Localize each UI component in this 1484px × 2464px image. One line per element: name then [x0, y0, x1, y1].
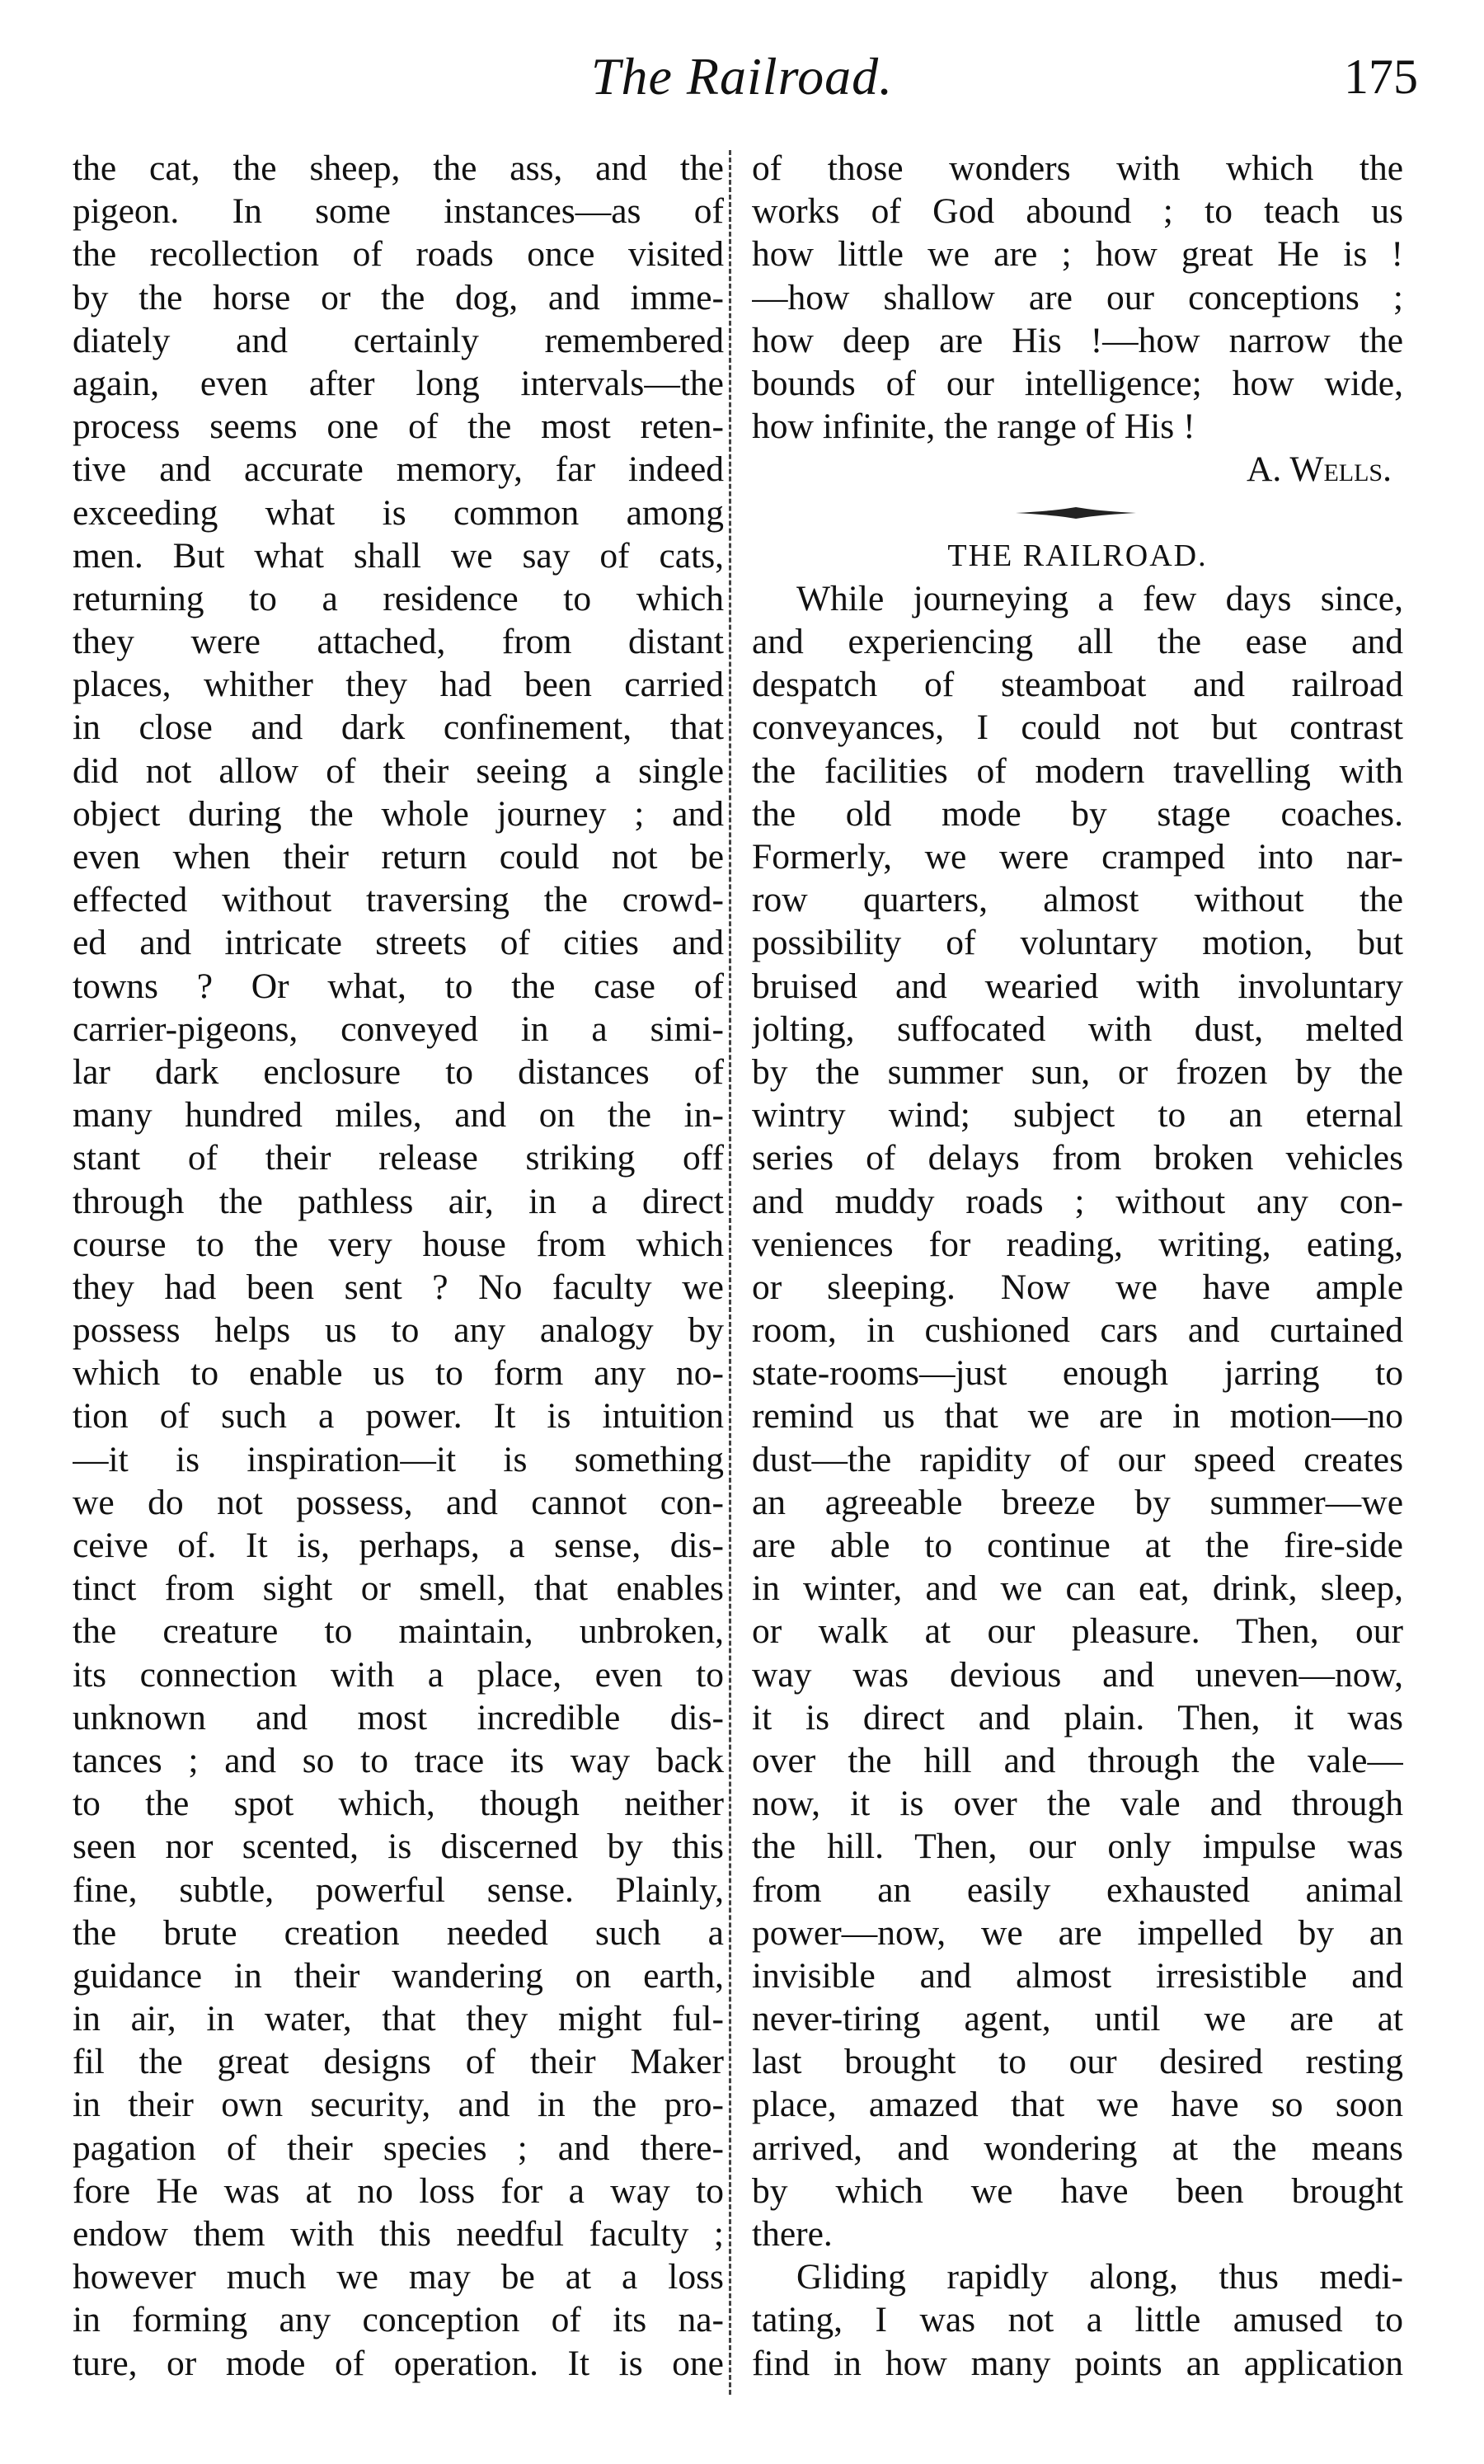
text-line: lar dark enclosure to distances of — [73, 1051, 724, 1092]
text-line: pigeon. In some instances—as of — [73, 191, 724, 232]
text-line: the cat, the sheep, the ass, and the — [73, 148, 724, 188]
text-line: invisible and almost irresistible and — [752, 1955, 1403, 1996]
text-line: how infinite, the range of His ! — [752, 407, 1195, 447]
text-line: course to the very house from which — [73, 1224, 724, 1264]
text-line: again, even after long intervals—the — [73, 363, 724, 403]
text-line: —it is inspiration—it is something — [73, 1439, 724, 1479]
text-line: exceeding what is common among — [73, 492, 724, 533]
text-line: endow them with this needful faculty ; — [73, 2214, 724, 2254]
text-line: did not allow of their seeing a single — [73, 750, 724, 791]
text-line: the recollection of roads once visited — [73, 234, 724, 275]
text-line: returning to a residence to which — [73, 578, 724, 618]
text-line: or sleeping. Now we have ample — [752, 1267, 1403, 1307]
column-divider — [729, 150, 731, 2395]
railroad-paragraph-1 — [752, 577, 1403, 2255]
text-line: tive and accurate memory, far indeed — [73, 449, 724, 490]
text-line: an agreeable breeze by summer—we — [752, 1482, 1403, 1522]
text-line: bounds of our intelligence; how wide, — [752, 363, 1403, 403]
text-line: pagation of their species ; and there- — [73, 2128, 724, 2168]
text-line: many hundred miles, and on the in- — [73, 1095, 724, 1136]
text-line: the hill. Then, our only impulse was — [752, 1827, 1403, 1867]
text-line: possibility of voluntary motion, but — [752, 923, 1403, 963]
essay-conclusion — [752, 147, 1403, 448]
text-line: how deep are His !—how narrow the — [752, 320, 1403, 360]
text-line: ture, or mode of operation. It is one — [73, 2343, 724, 2383]
text-line: are able to continue at the fire-side — [752, 1526, 1403, 1565]
text-line: guidance in their wandering on earth, — [73, 1955, 724, 1996]
text-line: by the summer sun, or frozen by the — [752, 1051, 1403, 1092]
text-line: in winter, and we can eat, drink, sleep, — [752, 1568, 1403, 1609]
text-line: Gliding rapidly along, thus medi- — [796, 2257, 1403, 2297]
text-line: to the spot which, though neither — [73, 1784, 724, 1824]
text-line: effected without traversing the crowd- — [73, 880, 724, 920]
text-line: stant of their release striking off — [73, 1138, 724, 1178]
text-line: fore He was at no loss for a way to — [73, 2170, 724, 2211]
text-line: in their own security, and in the pro- — [73, 2085, 724, 2125]
author-signature: A. Wells. — [1247, 449, 1392, 490]
text-line: veniences for reading, writing, eating, — [752, 1224, 1403, 1264]
text-line: however much we may be at a loss — [73, 2257, 724, 2297]
text-line: remind us that we are in motion—no — [752, 1396, 1403, 1437]
ornament-rule-icon — [1014, 506, 1138, 520]
text-line: the facilities of modern travelling with — [752, 750, 1403, 791]
text-line: object during the whole journey ; and — [73, 793, 724, 834]
text-line: tances ; and so to trace its way back — [73, 1740, 724, 1780]
text-line: which to enable us to form any no- — [73, 1353, 724, 1394]
text-line: in close and dark confinement, that — [73, 708, 724, 748]
text-line: tinct from sight or smell, that enables — [73, 1568, 724, 1609]
text-line: the brute creation needed such a — [73, 1912, 724, 1953]
text-line: despatch of steamboat and railroad — [752, 665, 1403, 705]
text-line: possess helps us to any analogy by — [73, 1310, 724, 1351]
section-heading: THE RAILROAD. — [947, 538, 1208, 573]
text-line: it is direct and plain. Then, it was — [752, 1697, 1403, 1737]
text-line: by which we have been brought — [752, 2170, 1403, 2211]
text-line: While journeying a few days since, — [796, 578, 1403, 618]
text-line: way was devious and uneven—now, — [752, 1654, 1403, 1695]
text-line: carrier-pigeons, conveyed in a simi- — [73, 1009, 724, 1049]
text-line: of those wonders with which the — [752, 148, 1403, 188]
text-line: unknown and most incredible dis- — [73, 1697, 724, 1737]
text-line: find in how many points an application — [752, 2343, 1403, 2383]
text-line: the old mode by stage coaches. — [752, 793, 1403, 834]
text-line: works of God abound ; to teach us — [752, 191, 1403, 232]
text-line: or walk at our pleasure. Then, our — [752, 1611, 1403, 1652]
text-line: now, it is over the vale and through — [752, 1784, 1403, 1824]
text-line: place, amazed that we have so soon — [752, 2085, 1403, 2125]
text-line: process seems one of the most reten- — [73, 407, 724, 447]
text-line: never-tiring agent, until we are at — [752, 1999, 1403, 2039]
text-line: last brought to our desired resting — [752, 2042, 1403, 2082]
text-line: in air, in water, that they might ful- — [73, 1999, 724, 2039]
text-line: by the horse or the dog, and imme- — [73, 277, 724, 317]
section-ornament — [752, 491, 1403, 534]
text-line: dust—the rapidity of our speed creates — [752, 1439, 1403, 1479]
text-line: ceive of. It is, perhaps, a sense, dis- — [73, 1526, 724, 1565]
text-line: the creature to maintain, unbroken, — [73, 1611, 724, 1652]
text-line: bruised and wearied with involuntary — [752, 966, 1403, 1006]
text-line: in forming any conception of its na- — [73, 2300, 724, 2340]
text-line: places, whither they had been carried — [73, 665, 724, 705]
text-line: diately and certainly remembered — [73, 320, 724, 360]
text-line: wintry wind; subject to an eternal — [752, 1095, 1403, 1136]
running-title: The Railroad. — [590, 47, 894, 106]
text-line: ed and intricate streets of cities and — [73, 923, 724, 963]
text-line: series of delays from broken vehicles — [752, 1138, 1403, 1178]
text-line: they had been sent ? No faculty we — [73, 1267, 724, 1307]
text-line: towns ? Or what, to the case of — [73, 966, 724, 1006]
text-line: how little we are ; how great He is ! — [752, 234, 1403, 275]
page-number: 175 — [1344, 49, 1418, 104]
text-line: jolting, suffocated with dust, melted — [752, 1009, 1403, 1049]
text-line: and muddy roads ; without any con- — [752, 1181, 1403, 1221]
text-line: power—now, we are impelled by an — [752, 1912, 1403, 1953]
left-column — [73, 147, 724, 2385]
railroad-paragraph-2 — [752, 2255, 1403, 2385]
text-line: even when their return could not be — [73, 837, 724, 877]
text-line: tating, I was not a little amused to — [752, 2300, 1403, 2340]
text-line: from an easily exhausted animal — [752, 1869, 1403, 1910]
text-line: its connection with a place, even to — [73, 1654, 724, 1695]
text-line: fil the great designs of their Maker — [73, 2042, 724, 2082]
text-line: Formerly, we were cramped into nar- — [752, 837, 1403, 877]
text-line: —how shallow are our conceptions ; — [752, 277, 1403, 317]
text-line: over the hill and through the vale— — [752, 1740, 1403, 1780]
text-line: tion of such a power. It is intuition — [73, 1396, 724, 1437]
text-line: state-rooms—just enough jarring to — [752, 1353, 1403, 1394]
text-line: room, in cushioned cars and curtained — [752, 1310, 1403, 1351]
text-line: they were attached, from distant — [73, 622, 724, 662]
right-column — [752, 147, 1403, 2385]
text-line: conveyances, I could not but contrast — [752, 708, 1403, 748]
text-line: arrived, and wondering at the means — [752, 2128, 1403, 2168]
text-line: men. But what shall we say of cats, — [73, 535, 724, 576]
text-line: seen nor scented, is discerned by this — [73, 1827, 724, 1867]
text-line: there. — [752, 2214, 833, 2254]
text-line: row quarters, almost without the — [752, 880, 1403, 920]
text-line: fine, subtle, powerful sense. Plainly, — [73, 1869, 724, 1910]
text-line: we do not possess, and cannot con- — [73, 1482, 724, 1522]
text-line: and experiencing all the ease and — [752, 622, 1403, 662]
text-line: through the pathless air, in a direct — [73, 1181, 724, 1221]
